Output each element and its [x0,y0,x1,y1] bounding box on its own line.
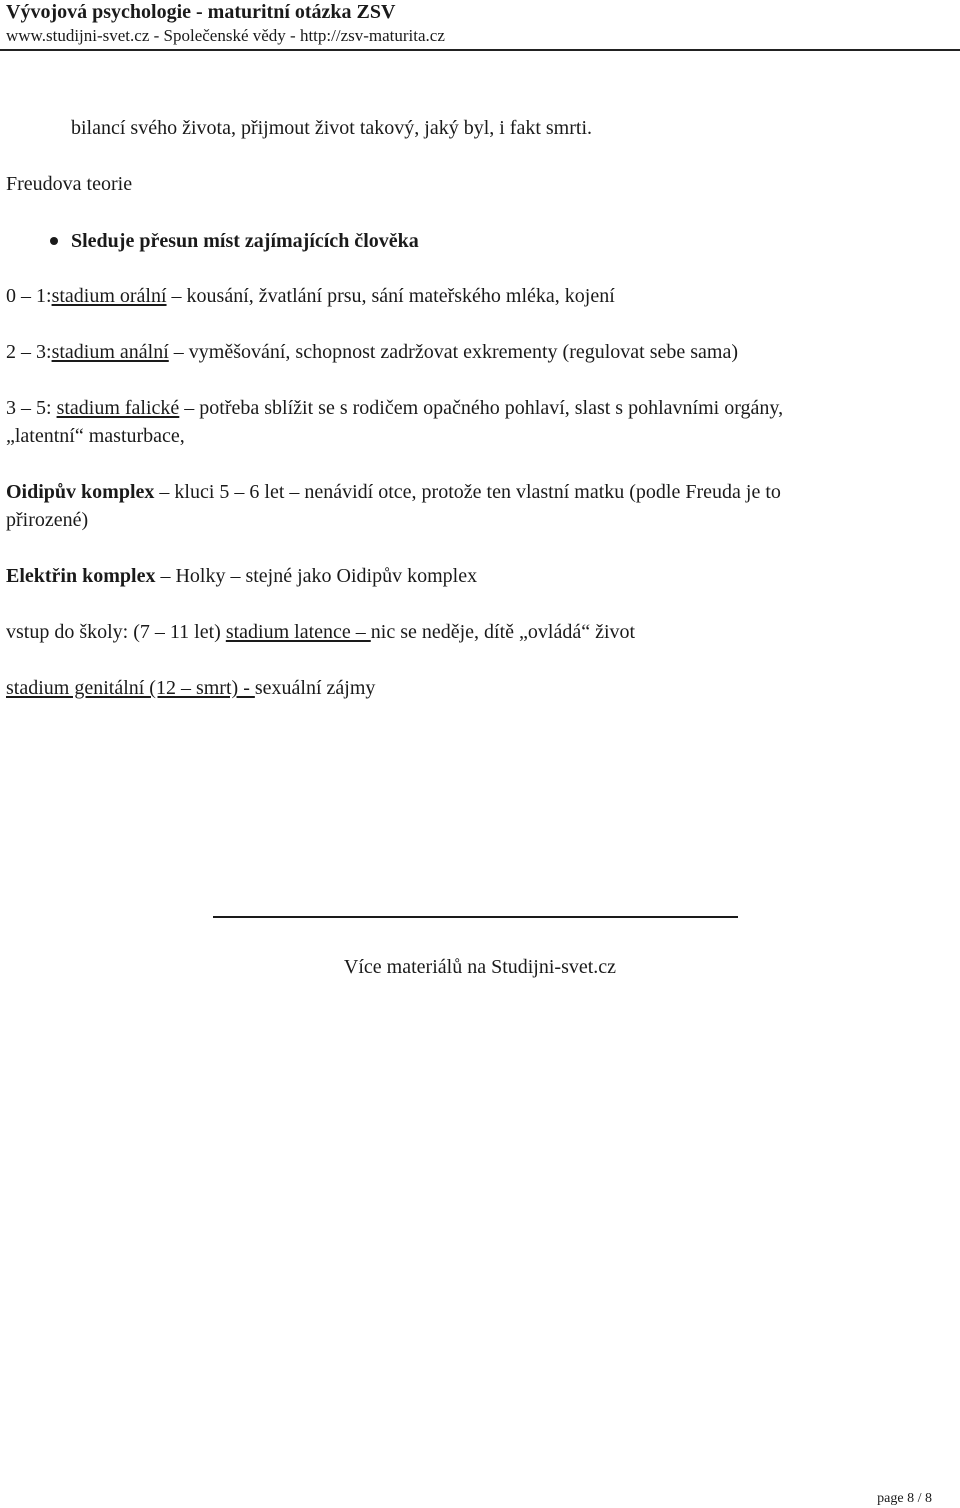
electra-term: Elektřin komplex [6,565,156,587]
more-materials-link[interactable]: Více materiálů na Studijni-svet.cz [343,956,617,978]
stage-anal-desc: – vyměšování, schopnost zadržovat exkrementy (regulovat sebe sama) [168,341,739,363]
stage-phallic-desc: – potřeba sblížit se s rodičem opačného pohlaví, slast s pohlavními orgány, [179,397,784,419]
bullet-icon [50,237,58,245]
stage-phallic-age: 3 – 5: [6,397,57,419]
stage-latency-prefix: vstup do školy: (7 – 11 let) [6,621,226,643]
oedipus-desc: – kluci 5 – 6 let – nenávidí otce, protože ten vlastní matku (podle Freuda je to [154,481,781,503]
stage-genital [6,676,375,700]
document-title: Vývojová psychologie - maturitní otázka ZSV [6,1,396,23]
stage-latency-desc: nic se neděje, dítě „ovládá“ život [370,621,636,643]
stage-oral [6,284,615,308]
stage-anal-age: 2 – 3: [6,341,52,363]
stage-latency [6,620,635,644]
stage-anal [6,340,738,364]
stage-phallic-name: stadium falické [56,397,180,419]
bullet-item: Sleduje přesun míst zajímajících člověka [71,230,419,252]
oedipus-complex [6,480,781,504]
stage-phallic-cont: „latentní“ masturbace, [6,425,185,447]
stage-phallic [6,396,783,420]
continuation-text: bilancí svého života, přijmout život takový, jaký byl, i fakt smrti. [71,117,593,139]
stage-oral-name: stadium orální [51,285,167,307]
stage-oral-age: 0 – 1: [6,285,52,307]
stage-genital-desc: sexuální zájmy [254,677,376,699]
document-subtitle: www.studijni-svet.cz - Společenské vědy - http://zsv-maturita.cz [6,26,445,45]
section-heading: Freudova teorie [6,173,133,195]
stage-genital-name: stadium genitální (12 – smrt) - [6,677,255,699]
oedipus-term: Oidipův komplex [6,481,155,503]
stage-latency-name: stadium latence – [225,621,371,643]
header-divider [0,49,960,51]
footer-divider [213,916,738,918]
oedipus-cont: přirozené) [6,509,89,531]
stage-oral-desc: – kousání, žvatlání prsu, sání mateřského mléka, kojení [166,285,615,307]
electra-desc: – Holky – stejné jako Oidipův komplex [155,565,478,587]
page-number: page 8 / 8 [877,1491,932,1506]
stage-anal-name: stadium anální [51,341,169,363]
electra-complex [6,564,477,588]
